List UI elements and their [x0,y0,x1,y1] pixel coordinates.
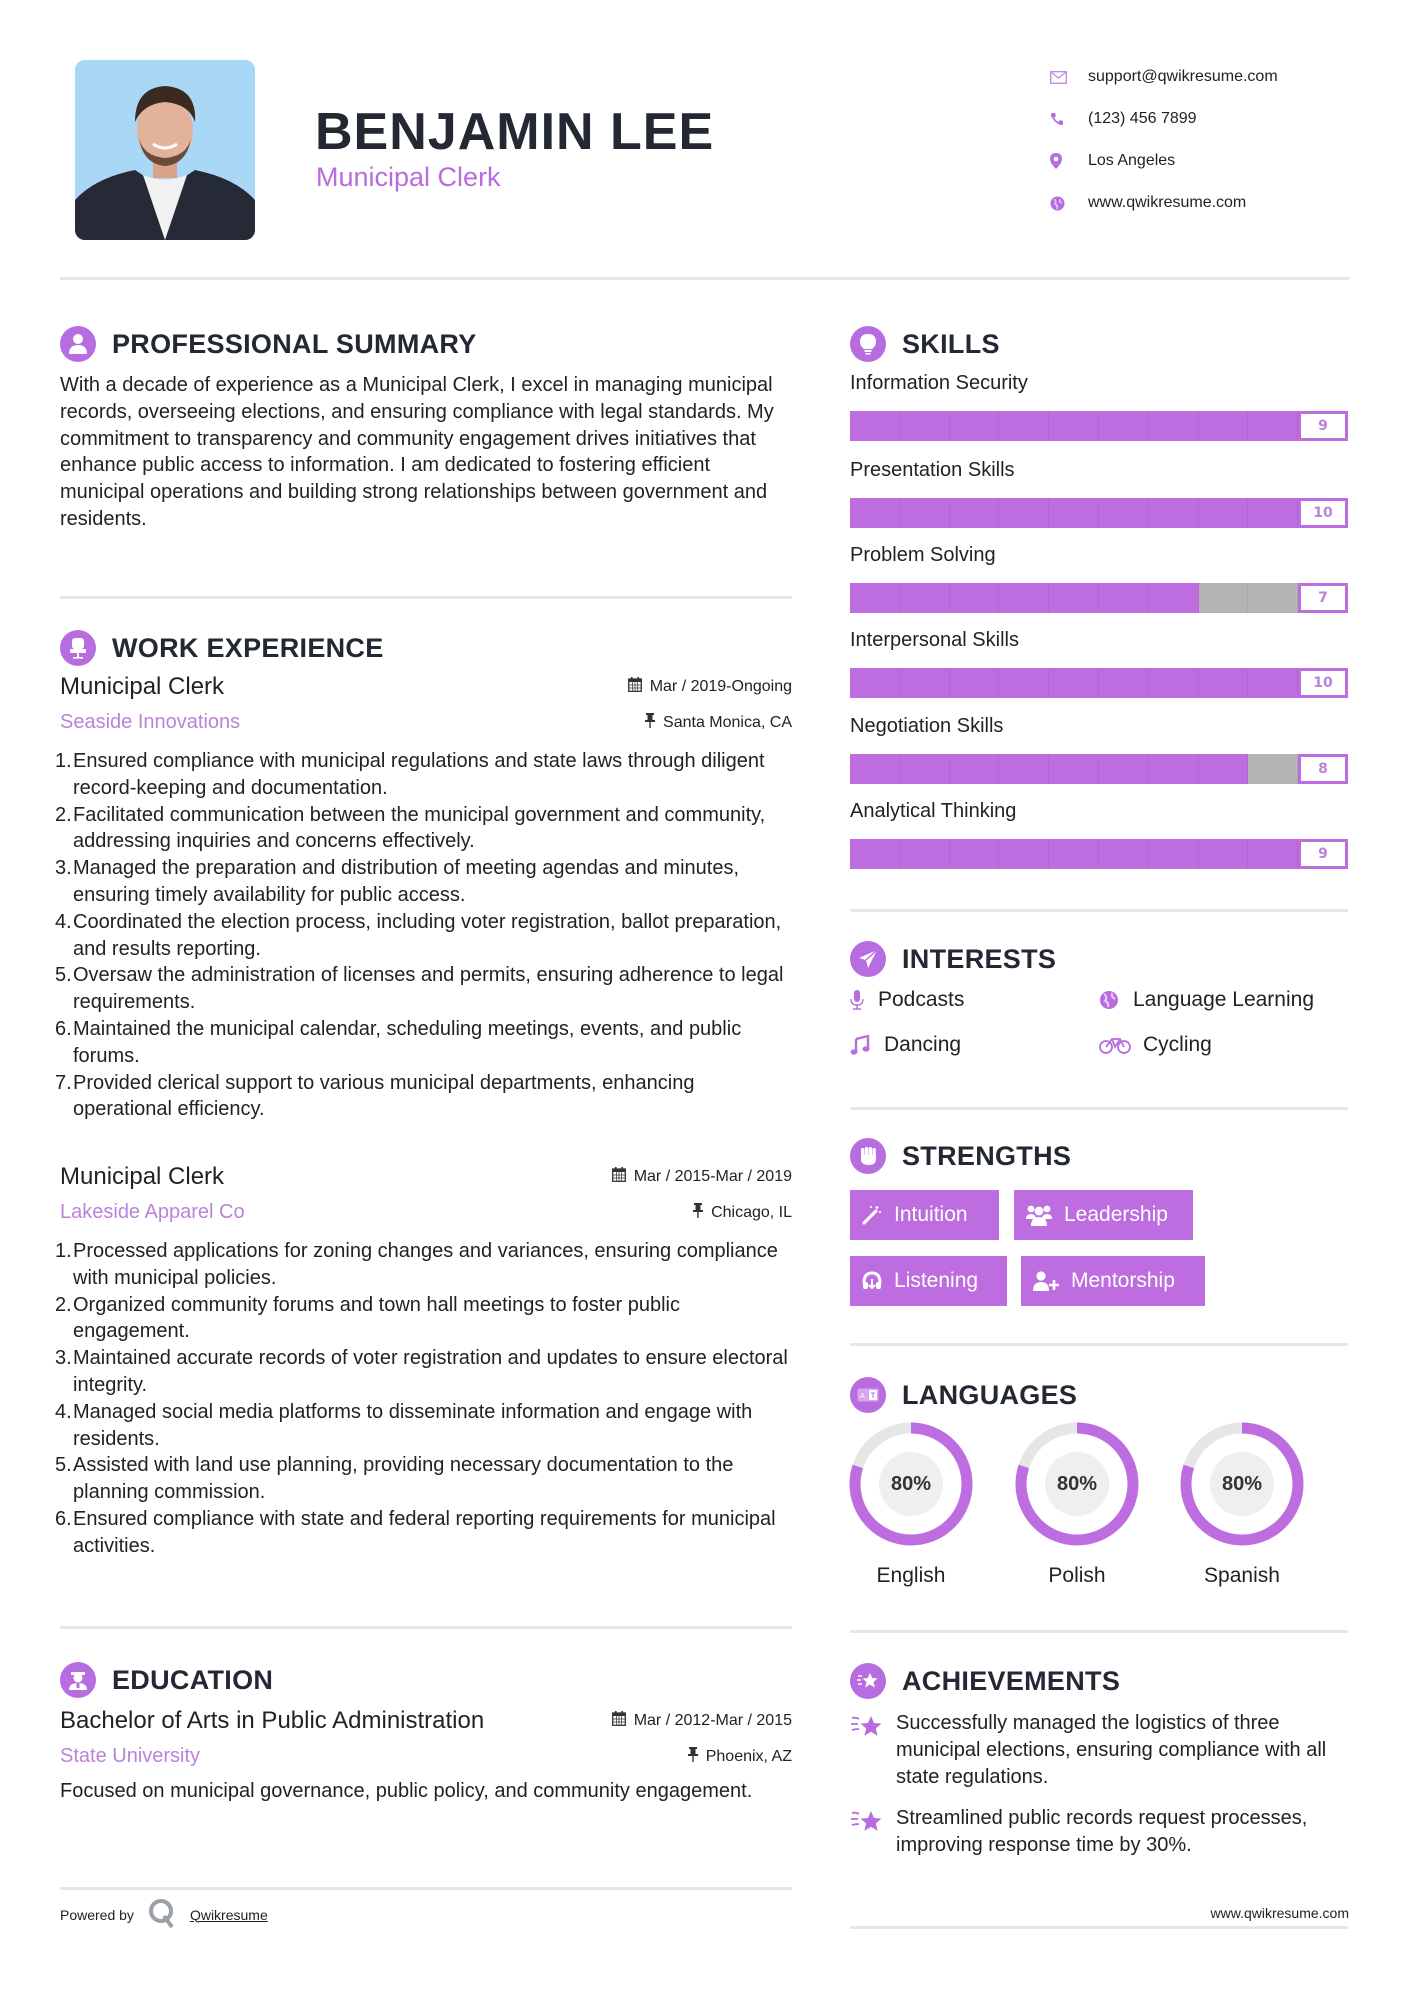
job-entry [55,1163,792,1560]
section-header-skills [850,326,1000,362]
language-item [1015,1422,1139,1588]
magic-wand-icon [862,1205,882,1225]
skill-level-value: 8 [1298,754,1348,784]
bullet-number: 4. [55,1400,72,1423]
skill-segment [999,754,1049,784]
skill-name: Problem Solving [850,544,996,566]
map-pin-icon [1050,153,1088,169]
skill-segment [1149,411,1199,441]
section-title: ACHIEVEMENTS [902,1665,1121,1696]
achievement-item: Successfully managed the logistics of three municipal elections, ensuring compliance with all state regulations. [850,1710,1350,1790]
bullet-number: 6. [55,1017,72,1040]
skill-segment [1248,498,1298,528]
skill-item [850,544,1348,613]
skill-segment [1199,754,1249,784]
section-header-interests [850,941,1056,977]
bullet-number: 2. [55,1293,72,1316]
bullet-text: Assisted with land use planning, providing necessary documentation to the planning commission. [73,1454,734,1504]
pushpin-icon [693,1203,703,1223]
section-divider [850,1630,1348,1633]
skill-item [850,715,1348,784]
job-title: Municipal Clerk [60,673,225,700]
bullet-text: Facilitated communication between the municipal government and community, addressing inquiries and concerns effectively. [73,803,766,853]
skill-segment [1099,411,1149,441]
bullet-text: Oversaw the administration of licenses and permits, ensuring adherence to legal requirements. [73,964,784,1014]
skill-segment [999,411,1049,441]
bullet-number: 2. [55,803,72,826]
bullet-number: 5. [55,1454,72,1477]
bullet-text: Maintained accurate records of voter registration and updates to ensure electoral integrity. [73,1347,788,1396]
job-bullets [55,748,792,1123]
skill-level-value: 7 [1298,583,1348,613]
skill-segment [1049,411,1099,441]
pushpin-icon [688,1747,698,1767]
calendar-icon [628,677,642,697]
skill-segment [1149,839,1199,869]
skill-segment [900,411,950,441]
language-percent: 80% [1221,1472,1263,1495]
skill-segment [850,498,900,528]
job-dates: Mar / 2019-Ongoing [628,677,792,697]
skill-segment [950,754,1000,784]
skill-level-value: 9 [1298,839,1348,869]
job-bullet [55,1238,792,1292]
bullet-text: Managed the preparation and distribution of meeting agendas and minutes, ensuring timely availability for public access. [73,857,740,906]
section-title: EDUCATION [112,1664,274,1695]
skill-level-bar [850,668,1348,698]
users-icon [1026,1204,1052,1226]
skill-segment [1248,411,1298,441]
interest-dancing: Dancing [850,1033,961,1057]
education-entry [60,1707,792,1805]
job-bullet [55,962,792,1016]
skill-segment [950,583,1000,613]
job-location: Chicago, IL [693,1203,792,1223]
skill-segment [999,498,1049,528]
job-title: Municipal Clerk [60,1163,225,1190]
contact-phone[interactable] [1050,98,1278,140]
shooting-star-icon [850,1710,896,1790]
skill-segment [850,754,900,784]
skill-segment [1049,583,1099,613]
section-title: INTERESTS [902,943,1057,974]
graduate-icon [60,1662,96,1698]
headphones-icon [862,1271,882,1291]
skill-segment [1199,583,1249,613]
music-note-icon [850,1035,884,1055]
skill-segment [999,668,1049,698]
skill-segment [900,754,950,784]
candidate-name: BENJAMIN LEE [315,103,715,161]
skill-segment [1049,839,1099,869]
skill-segment [1049,498,1099,528]
skill-name: Analytical Thinking [850,800,1017,822]
skill-segment [1149,668,1199,698]
skill-segment [999,839,1049,869]
profile-photo [75,60,255,240]
skill-segment [1199,668,1249,698]
bicycle-icon [1099,1036,1143,1054]
language-progress-ring [849,1422,973,1546]
skill-level-bar [850,754,1348,784]
skill-segment [1199,498,1249,528]
job-bullet [55,802,792,856]
bullet-text: Managed social media platforms to disseminate information and engage with residents. [73,1400,753,1450]
bullet-text: Organized community forums and town hall meetings to foster public engagement. [73,1293,680,1343]
bullet-text: Ensured compliance with municipal regulations and state laws through diligent record-keeping and documentation. [73,750,765,799]
skill-item [850,629,1348,698]
skill-level-bar [850,411,1348,441]
language-name: English [876,1564,946,1587]
skill-segment [1099,668,1149,698]
skill-segment [900,583,950,613]
skill-item [850,372,1348,441]
svg-text:A: A [860,1392,865,1400]
bullet-number: 5. [55,964,72,987]
bullet-text: Maintained the municipal calendar, scheduling meetings, events, and public forums. [73,1017,742,1067]
contact-email-text: support@qwikresume.com [1088,68,1278,85]
skill-segment [1049,754,1099,784]
envelope-icon [1050,71,1088,84]
shooting-star-icon [850,1805,896,1859]
contact-website[interactable] [1050,182,1278,224]
job-entry [55,673,792,1123]
education-description: Focused on municipal governance, public policy, and community engagement. [60,1780,753,1802]
section-header-experience [60,630,384,666]
skill-segment [1199,411,1249,441]
contact-list [1050,56,1278,224]
skill-segment [900,668,950,698]
degree-title: Bachelor of Arts in Public Administration [60,1707,485,1734]
skill-segment [1248,583,1298,613]
section-divider [60,1887,792,1890]
skill-name: Information Security [850,372,1028,394]
pushpin-icon [645,713,655,733]
section-title: PROFESSIONAL SUMMARY [112,328,477,359]
section-divider [850,1926,1348,1929]
skill-segment [1099,754,1149,784]
skill-segment [1248,754,1298,784]
interest-podcasts: Podcasts [850,988,964,1012]
skill-segment [850,839,900,869]
language-percent: 80% [1056,1472,1098,1495]
language-name: Spanish [1204,1564,1280,1587]
contact-location-text: Los Angeles [1088,152,1176,169]
header-divider [60,277,1350,280]
paper-plane-icon [850,941,886,977]
strength-chip-leadership: Leadership [1014,1190,1193,1240]
section-header-achievements [850,1663,1120,1699]
section-divider [60,1626,792,1629]
phone-icon [1050,112,1088,126]
skill-segment [950,668,1000,698]
achievement-item: Streamlined public records request processes, improving response time by 30%. [850,1805,1350,1859]
job-company: Lakeside Apparel Co [60,1201,245,1223]
job-dates: Mar / 2015-Mar / 2019 [612,1167,792,1187]
job-bullet [55,748,792,802]
job-bullets [55,1238,792,1560]
globe-icon [1099,990,1133,1010]
job-bullet [55,1292,792,1346]
skill-segment [850,583,900,613]
footer-website[interactable]: www.qwikresume.com [1210,1905,1349,1921]
skill-segment [850,411,900,441]
section-divider [850,1107,1348,1110]
bullet-number: 4. [55,910,72,933]
qwikresume-logo-icon [148,1898,176,1931]
calendar-icon [612,1167,626,1187]
school-name: State University [60,1745,201,1767]
section-header-strengths [850,1138,1071,1174]
section-title: WORK EXPERIENCE [112,632,384,663]
skill-segment [900,839,950,869]
strength-chip-mentorship: Mentorship [1021,1256,1205,1306]
bullet-number: 3. [55,857,72,880]
skill-level-bar [850,839,1348,869]
job-bullet [55,909,792,963]
globe-icon [1050,196,1088,211]
qwikresume-link[interactable]: Qwikresume [189,1906,268,1923]
education-location: Phoenix, AZ [688,1747,792,1767]
contact-phone-text: (123) 456 7899 [1088,110,1197,127]
bullet-text: Ensured compliance with state and federal reporting requirements for municipal activities. [73,1507,776,1557]
skill-segment [1248,839,1298,869]
skill-segment [1149,754,1199,784]
interest-cycling: Cycling [1099,1033,1212,1057]
skill-name: Negotiation Skills [850,715,1004,737]
job-bullet [55,1399,792,1453]
summary-text: With a decade of experience as a Municipal Clerk, I excel in managing municipal records, overseeing elections, and ensuring compliance with legal standards. My commitment to transparency and community engagement drives initiatives that enhance public access to information. I am dedicated to fostering efficient municipal operations and building strong relationships between government and residents. [60,374,774,530]
skill-segment [1248,668,1298,698]
job-bullet [55,1452,792,1506]
chair-icon [60,630,96,666]
bullet-text: Coordinated the election process, including voter registration, ballot preparation, and results reporting. [73,910,782,960]
skill-segment [1149,498,1199,528]
job-company: Seaside Innovations [60,711,241,733]
bullet-number: 7. [55,1071,72,1094]
section-divider [850,909,1348,912]
skill-segment [1099,583,1149,613]
job-bullet [55,1345,792,1399]
skill-item [850,459,1348,528]
strength-chip-intuition: Intuition [850,1190,999,1240]
section-divider [850,1343,1348,1346]
user-plus-icon [1033,1271,1059,1291]
candidate-role: Municipal Clerk [316,162,501,192]
skill-segment [1099,498,1149,528]
section-header-education [60,1662,273,1698]
skill-segment [950,411,1000,441]
bullet-number: 1. [55,750,72,772]
language-percent: 80% [890,1472,932,1495]
contact-email[interactable] [1050,56,1278,98]
section-title: SKILLS [902,328,1000,359]
skill-segment [950,839,1000,869]
language-item [849,1422,973,1588]
contact-location [1050,140,1278,182]
job-bullet [55,1070,792,1124]
language-name: Polish [1048,1564,1106,1587]
section-header-summary [60,326,477,362]
skill-segment [999,583,1049,613]
bullet-text: Processed applications for zoning changes and variances, ensuring compliance with municipal policies. [73,1240,778,1289]
skill-level-bar [850,498,1348,528]
bullet-text: Provided clerical support to various municipal departments, enhancing operational efficiency. [73,1071,695,1121]
skill-level-value: 10 [1298,668,1348,698]
shooting-star-icon [850,1663,886,1699]
interest-language-learning: Language Learning [1099,988,1314,1012]
skill-segment [1049,668,1099,698]
translate-icon [850,1377,886,1413]
section-title: STRENGTHS [902,1140,1072,1171]
skill-segment [1099,839,1149,869]
user-icon [60,326,96,362]
language-progress-ring [1180,1422,1304,1546]
section-header-languages [850,1377,1077,1413]
skill-segment [950,498,1000,528]
job-bullet [55,1016,792,1070]
skill-level-value: 10 [1298,498,1348,528]
skill-segment [850,668,900,698]
education-dates: Mar / 2012-Mar / 2015 [612,1711,792,1731]
job-location: Santa Monica, CA [645,713,792,733]
powered-by: Powered by Qwikresume [60,1898,268,1931]
section-divider [60,596,792,599]
section-title: LANGUAGES [902,1379,1078,1410]
bullet-number: 3. [55,1347,72,1370]
lightbulb-icon [850,326,886,362]
bullet-number: 6. [55,1507,72,1530]
microphone-icon [850,990,878,1010]
job-bullet [55,1506,792,1560]
strength-chip-listening: Listening [850,1256,1007,1306]
fist-icon [850,1138,886,1174]
skill-segment [900,498,950,528]
skill-item [850,800,1348,869]
skill-level-bar [850,583,1348,613]
contact-website-text: www.qwikresume.com [1088,194,1247,211]
bullet-number: 1. [55,1240,72,1262]
skill-segment [1199,839,1249,869]
language-progress-ring [1015,1422,1139,1546]
skill-name: Presentation Skills [850,459,1015,481]
skill-name: Interpersonal Skills [850,629,1019,651]
job-bullet [55,855,792,909]
language-item [1180,1422,1304,1588]
calendar-icon [612,1711,626,1731]
skill-level-value: 9 [1298,411,1348,441]
skill-segment [1149,583,1199,613]
